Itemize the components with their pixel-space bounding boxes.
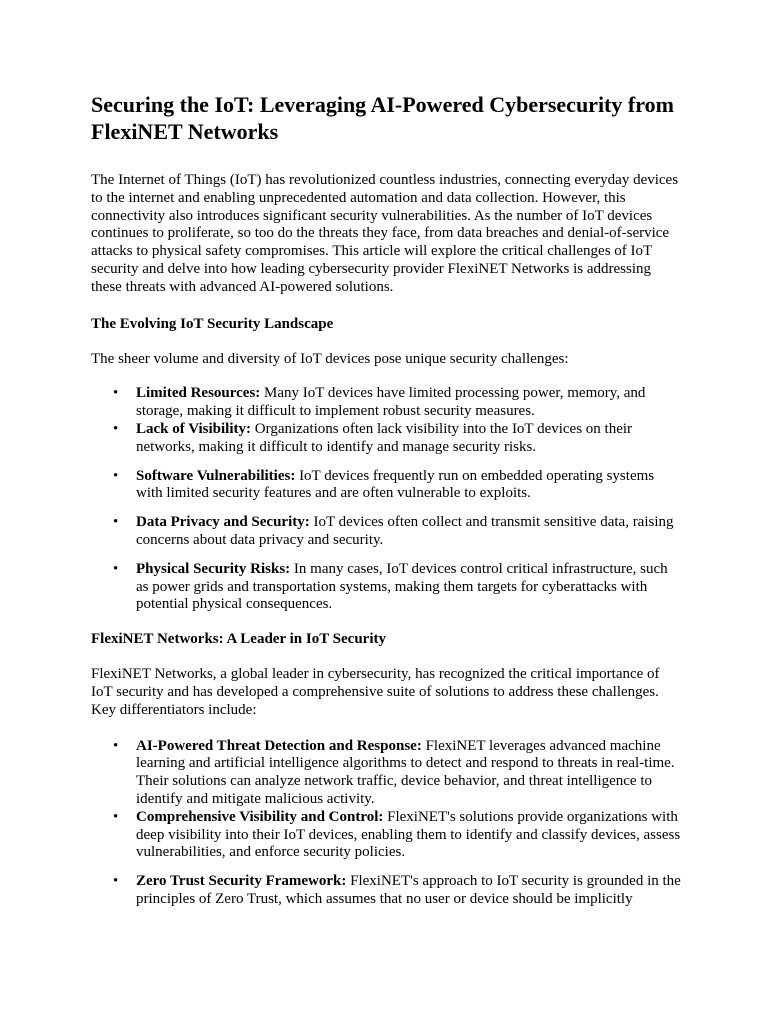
bullet-icon: • xyxy=(113,808,119,825)
list-item xyxy=(91,421,682,457)
section-heading-flexinet: FlexiNET Networks: A Leader in IoT Security xyxy=(91,631,387,648)
bullet-icon: • xyxy=(113,514,119,531)
bullet-icon: • xyxy=(113,737,119,754)
list-item-term: Lack of Visibility: xyxy=(136,420,252,437)
challenges-list xyxy=(91,385,682,614)
list-item-term: Limited Resources: xyxy=(136,385,261,402)
list-item-text: In many cases, IoT devices control critical infrastructure, such as power grids and transportation systems, making them targets for cyberattacks with potential physical consequences. xyxy=(136,560,668,613)
section-heading-landscape: The Evolving IoT Security Landscape xyxy=(91,315,334,332)
section-lead-flexinet: FlexiNET Networks, a global leader in cybersecurity, has recognized the critical importance of IoT security and has developed a comprehensive suite of solutions to address these challenges. Key differentiators include: xyxy=(91,666,660,718)
list-item xyxy=(91,561,682,614)
list-item-term: Software Vulnerabilities: xyxy=(136,467,296,484)
list-item-text: IoT devices often collect and transmit sensitive data, raising concerns about data privacy and security. xyxy=(136,514,674,548)
bullet-icon: • xyxy=(113,873,119,890)
differentiators-list xyxy=(91,738,682,909)
section-lead-landscape: The sheer volume and diversity of IoT devices pose unique security challenges: xyxy=(91,350,569,367)
list-item-term: Zero Trust Security Framework: xyxy=(136,873,347,890)
list-item-text: Organizations often lack visibility into the IoT devices on their networks, making it difficult to identify and manage security risks. xyxy=(136,420,633,455)
list-item xyxy=(91,385,682,421)
list-item xyxy=(91,514,682,550)
list-item-term: Comprehensive Visibility and Control: xyxy=(136,808,384,825)
list-item-term: Data Privacy and Security: xyxy=(136,514,310,531)
list-item xyxy=(91,468,682,504)
list-item xyxy=(91,873,682,909)
intro-paragraph: The Internet of Things (IoT) has revolutionized countless industries, connecting everyday devices to the internet and enabling unprecedented automation and data collection. However, this connectivity also introduces significant security vulnerabilities. As the number of IoT devices continues to proliferate, so too do the threats they face, from data breaches and denial-of-service attacks to physical safety compromises. This article will explore the critical challenges of IoT security and delve into how leading cybersecurity provider FlexiNET Networks is addressing these threats with advanced AI-powered solutions. xyxy=(91,172,679,295)
list-item-term: AI-Powered Threat Detection and Response: xyxy=(136,737,422,754)
bullet-icon: • xyxy=(113,385,119,402)
list-item-text: Many IoT devices have limited processing power, memory, and storage, making it difficult to implement robust security measures. xyxy=(136,385,646,420)
bullet-icon: • xyxy=(113,420,119,437)
list-item xyxy=(91,809,682,862)
bullet-icon: • xyxy=(113,560,119,577)
list-item-term: Physical Security Risks: xyxy=(136,560,291,577)
list-item-text: FlexiNET's solutions provide organizations with deep visibility into their IoT devices, enabling them to identify and classify devices, assess vulnerabilities, and enforce security policies. xyxy=(136,808,681,861)
page-title: Securing the IoT: Leveraging AI-Powered Cybersecurity from FlexiNET Networks xyxy=(91,92,674,144)
list-item-text: FlexiNET's approach to IoT security is grounded in the principles of Zero Trust, which assumes that no user or device should be implicitly xyxy=(136,873,681,907)
list-item-text: FlexiNET leverages advanced machine learning and artificial intelligence algorithms to detect and respond to threats in real-time. Their solutions can analyze network traffic, device behavior, and threat intelligence to identify and mitigate malicious activity. xyxy=(136,737,675,807)
list-item-text: IoT devices frequently run on embedded operating systems with limited security features and are often vulnerable to exploits. xyxy=(136,467,655,502)
bullet-icon: • xyxy=(113,467,119,484)
list-item xyxy=(91,738,682,809)
